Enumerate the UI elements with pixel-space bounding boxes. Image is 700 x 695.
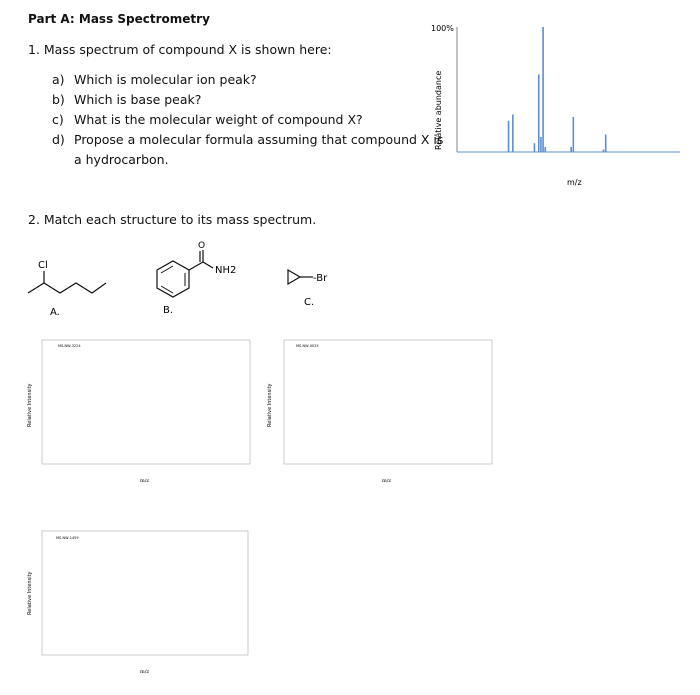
structure-a-label: A. (50, 307, 60, 318)
x-axis-label: m/z (567, 178, 582, 187)
spectrum-3-frame (42, 531, 248, 655)
spectrum-3-corner-id: MS-NW-1459 (56, 536, 79, 540)
sub-b: b) Which is base peak? (52, 92, 202, 107)
spectrum-2-ylabel: Relative Intensity (267, 383, 273, 427)
peaks-group (461, 27, 677, 152)
structure-a (20, 255, 115, 320)
spectrum-1-corner-id: MS-NW-3224 (58, 344, 81, 348)
question-2-stem: 2. Match each structure to its mass spectrum. (28, 212, 317, 227)
y-axis-label: Relative abundance (434, 70, 443, 150)
sub-d-cont: a hydrocarbon. (74, 152, 169, 167)
structure-c-label: C. (304, 297, 315, 308)
sub-d: d) Propose a molecular formula assuming that compound X is (52, 132, 444, 147)
spectrum-1-frame (42, 340, 250, 464)
compound-x-spectrum (425, 15, 690, 195)
sub-a: a) Which is molecular ion peak? (52, 72, 257, 87)
spectrum-2-xlabel: m/z (382, 478, 392, 484)
spectrum-2-frame (284, 340, 492, 464)
structure-c (280, 260, 350, 315)
structure-b (135, 240, 245, 320)
oxygen-atom: O (198, 241, 206, 251)
spectrum-3 (22, 525, 257, 685)
structure-b-atom: NH2 (215, 265, 237, 276)
spectrum-2-corner-id: MS-NW-0025 (296, 344, 319, 348)
spectrum-1-xlabel: m/z (140, 478, 150, 484)
spectrum-3-xlabel: m/z (140, 669, 150, 675)
structure-b-label: B. (163, 305, 174, 316)
question-1-stem: 1. Mass spectrum of compound X is shown here: (28, 42, 332, 57)
spectrum-2 (262, 332, 497, 492)
question-1-subs (52, 70, 443, 170)
structure-a-bonds (28, 283, 106, 293)
cyclopropane-ring (288, 270, 300, 284)
part-title: Part A: Mass Spectrometry (28, 12, 210, 26)
spectrum-3-ylabel: Relative Intensity (27, 571, 33, 615)
sub-c: c) What is the molecular weight of compound X? (52, 112, 363, 127)
structure-c-atom: -Br (313, 273, 328, 284)
structure-a-atom: Cl (38, 260, 48, 271)
spectrum-1-ylabel: Relative Intensity (27, 383, 33, 427)
y-top-label: 100% (431, 24, 454, 33)
spectrum-1 (22, 332, 257, 492)
